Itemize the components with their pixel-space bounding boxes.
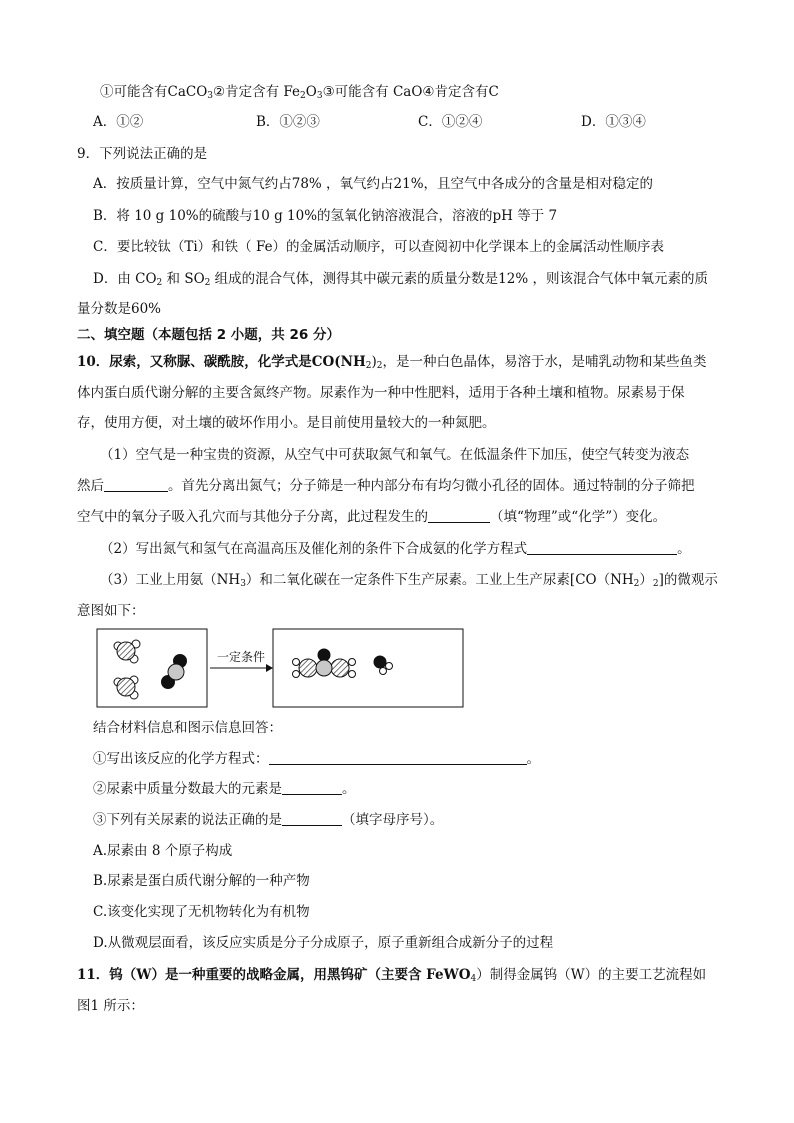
q10-sub3-line1: （3）工业上用氨$(NH_3)$和二氧化碳在一定条件下生产尿素。工业上生产尿素$[CO(NH_2)_2]$的微观示	[100, 572, 718, 589]
q8-statements: ①可能含有CaCO$_3$②肯定含有 $Fe_2O_3③$可能含有 CaO④肯定含有C	[100, 84, 499, 101]
q10-question-c: ③下列有关尿素的说法正确的是 （填字母序号）。	[93, 812, 444, 828]
answer-blank[interactable]	[282, 781, 342, 795]
q8-option-a: A．①②	[93, 114, 144, 130]
q9-stem: 9．下列说法正确的是	[77, 146, 208, 162]
q10-option-b: B.尿素是蛋白质代谢分解的一种产物	[93, 873, 310, 889]
q8-option-d: D．①③④	[581, 114, 646, 130]
q10-sub2: （2）写出氮气和氢气在高温高压及催化剂的条件下合成氨的化学方程式 。	[100, 541, 691, 557]
arrow-label: 一定条件	[216, 650, 266, 664]
answer-blank[interactable]	[527, 541, 677, 555]
q11-line1: 11．钨（W）是一种重要的战略金属，用黑钨矿（主要含 FeWO$_4$）制得金属钨（W）的主要工艺流程如	[77, 967, 707, 984]
arrow-head	[266, 664, 273, 672]
q9-option-a: A．按质量计算，空气中氮气约占78% ，氧气约占21%，且空气中各成分的含量是相对稳定的	[93, 176, 654, 192]
reaction-diagram	[96, 628, 516, 708]
answer-blank[interactable]	[269, 751, 527, 765]
q10-sub1-line2: 然后 。首先分离出氮气；分子筛是一种内部分布有均匀微小孔径的固体。通过特制的分子筛把	[77, 478, 695, 494]
q9-option-d-cont: 量分数是60%	[77, 301, 162, 317]
q10-para-line3: 存，使用方便，对土壤的破坏作用小。是目前使用量较大的一种氮肥。	[77, 415, 496, 431]
q9-option-c: C．要比较钛（Ti）和铁（ Fe）的金属活动顺序，可以查阅初中化学课本上的金属活动性顺序表	[93, 239, 665, 255]
q10-question-a: ①写出该反应的化学方程式： 。	[93, 751, 540, 767]
q10-sub3-line2: 意图如下：	[77, 603, 145, 619]
q10-option-d: D.从微观层面看，该反应实质是分子分成原子，原子重新组合成新分子的过程	[93, 935, 554, 951]
section-title: 二、填空题（本题包括 2 小题，共 26 分）	[77, 327, 340, 343]
q10-para-line1: 10．尿索，又称脲、碳酰胺，化学式是$CO(NH_2)_2$，是一种白色晶体，易溶于水，是哺乳动物和某些鱼类	[77, 354, 707, 371]
q10-option-a: A.尿素由 8 个原子构成	[93, 843, 233, 859]
q10-para-line2: 体内蛋白质代谢分解的主要含氮终产物。尿素作为一种中性肥料，适用于各种土壤和植物。尿素易于保	[77, 385, 685, 401]
reactant-box	[97, 629, 207, 707]
q10-question-b: ②尿素中质量分数最大的元素是 。	[93, 781, 356, 797]
q9-option-d: D．由 $CO_2$ 和 $SO_2$ 组成的混合气体，测得其中碳元素的质量分数是12% ，则该混合气体中氧元素的质	[93, 271, 708, 288]
q11-line2: 图1 所示：	[77, 998, 144, 1014]
answer-blank[interactable]	[282, 812, 342, 826]
q10-sub1-line3: 空气中的氧分子吸入孔穴而与其他分子分离，此过程发生的 （填“物理”或“化学”）变化。	[77, 509, 667, 525]
q10-combine: 结合材料信息和图示信息回答：	[93, 720, 282, 736]
q8-option-c: C．①②④	[418, 114, 483, 130]
q10-option-c: C.该变化实现了无机物转化为有机物	[93, 904, 310, 920]
answer-blank[interactable]	[104, 478, 168, 492]
answer-blank[interactable]	[428, 509, 490, 523]
q8-option-b: B．①②③	[256, 114, 320, 130]
q10-sub1-line1: （1）空气是一种宝贵的资源，从空气中可获取氮气和氧气。在低温条件下加压，使空气转变为液态	[100, 447, 690, 463]
q9-option-b: B．将 10 g 10%的硫酸与10 g 10%的氢氧化钠溶液混合，溶液的pH 等于 7	[93, 208, 558, 224]
